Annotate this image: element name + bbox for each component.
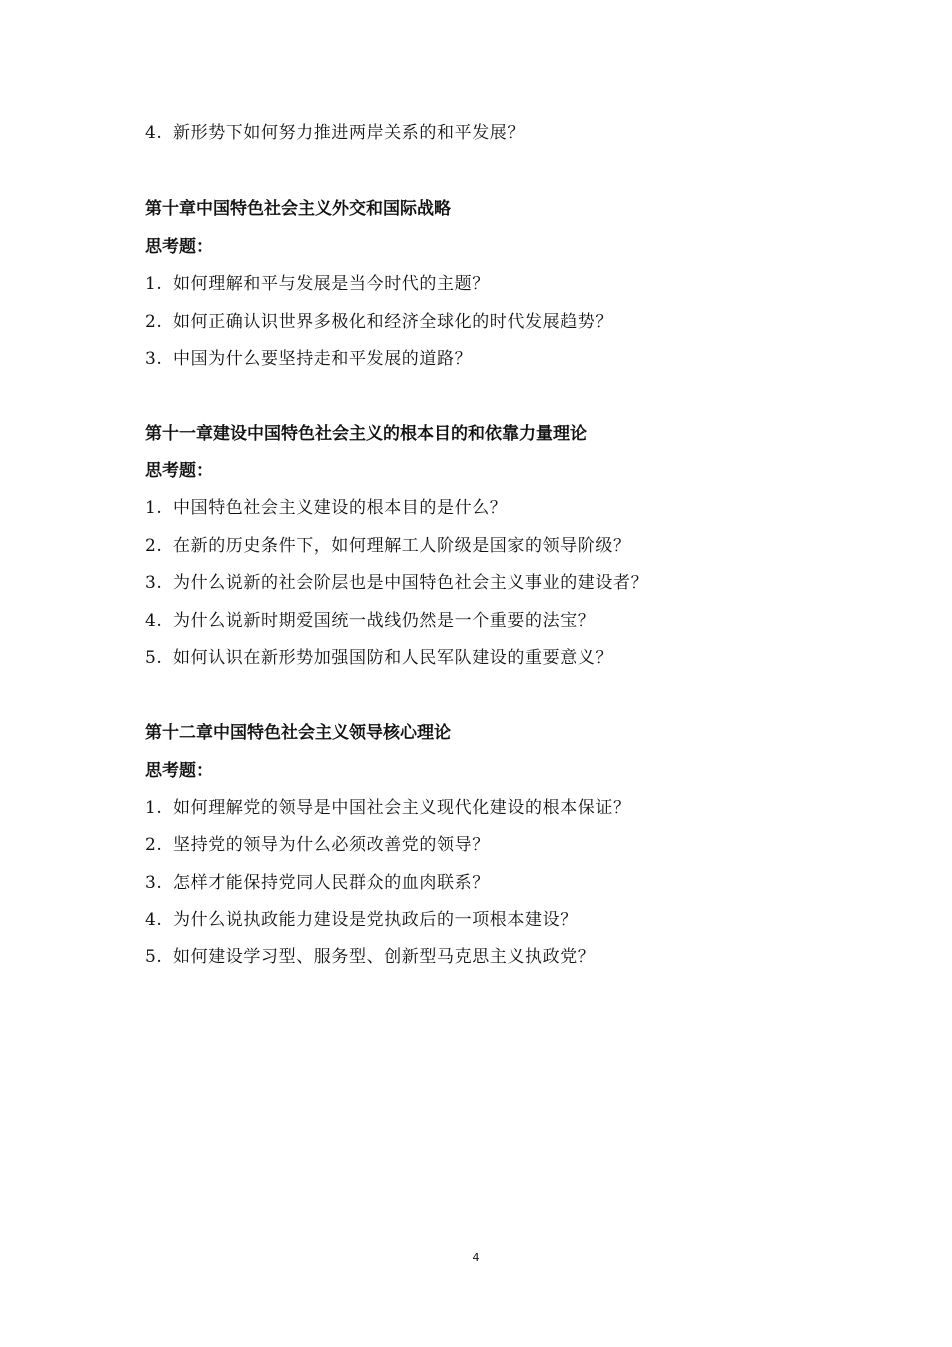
question-item xyxy=(145,834,490,856)
question-text: 如何理解党的领导是中国社会主义现代化建设的根本保证？ xyxy=(173,798,631,818)
question-text: 为什么说执政能力建设是党执政后的一项根本建设？ xyxy=(173,910,578,930)
chapter-title: 第十二章中国特色社会主义领导核心理论 xyxy=(145,723,451,743)
chapter-title: 第十一章建设中国特色社会主义的根本目的和依靠力量理论 xyxy=(145,424,587,444)
question-item xyxy=(145,122,525,144)
question-item xyxy=(145,273,490,295)
question-text: 中国特色社会主义建设的根本目的是什么？ xyxy=(173,498,508,518)
question-number: 4. xyxy=(145,611,163,631)
question-item xyxy=(145,946,595,968)
question-item xyxy=(145,497,507,519)
question-item xyxy=(145,535,631,557)
section-subtitle: 思考题： xyxy=(145,761,213,781)
question-item xyxy=(145,572,648,594)
question-text: 如何正确认识世界多极化和经济全球化的时代发展趋势？ xyxy=(173,312,613,332)
question-number: 1. xyxy=(145,798,163,818)
question-text: 如何认识在新形势加强国防和人民军队建设的重要意义？ xyxy=(173,648,613,668)
question-item xyxy=(145,909,578,931)
question-number: 3. xyxy=(145,349,163,369)
question-number: 2. xyxy=(145,835,163,855)
section-subtitle: 思考题： xyxy=(145,461,213,481)
question-text: 如何理解和平与发展是当今时代的主题？ xyxy=(173,274,490,294)
section-subtitle: 思考题： xyxy=(145,237,213,257)
question-number: 3. xyxy=(145,573,163,593)
question-number: 1. xyxy=(145,274,163,294)
question-item xyxy=(145,647,613,669)
question-text: 怎样才能保持党同人民群众的血肉联系？ xyxy=(173,873,490,893)
question-number: 5. xyxy=(145,947,163,967)
question-item xyxy=(145,348,472,370)
question-item xyxy=(145,610,595,632)
question-text: 中国为什么要坚持走和平发展的道路？ xyxy=(173,349,473,369)
question-number: 3. xyxy=(145,873,163,893)
question-text: 如何建设学习型、服务型、创新型马克思主义执政党？ xyxy=(173,947,596,967)
question-item xyxy=(145,311,613,333)
question-text: 新形势下如何努力推进两岸关系的和平发展？ xyxy=(173,123,525,143)
question-number: 4. xyxy=(145,123,163,143)
question-text: 在新的历史条件下，如何理解工人阶级是国家的领导阶级？ xyxy=(173,536,631,556)
question-item xyxy=(145,872,490,894)
question-text: 为什么说新时期爱国统一战线仍然是一个重要的法宝？ xyxy=(173,611,596,631)
question-text: 坚持党的领导为什么必须改善党的领导？ xyxy=(173,835,490,855)
question-text: 为什么说新的社会阶层也是中国特色社会主义事业的建设者？ xyxy=(173,573,649,593)
question-number: 2. xyxy=(145,536,163,556)
question-number: 2. xyxy=(145,312,163,332)
page-number: 4 xyxy=(472,1251,480,1264)
question-number: 5. xyxy=(145,648,163,668)
question-item xyxy=(145,797,631,819)
question-number: 1. xyxy=(145,498,163,518)
question-number: 4. xyxy=(145,910,163,930)
chapter-title: 第十章中国特色社会主义外交和国际战略 xyxy=(145,199,451,219)
